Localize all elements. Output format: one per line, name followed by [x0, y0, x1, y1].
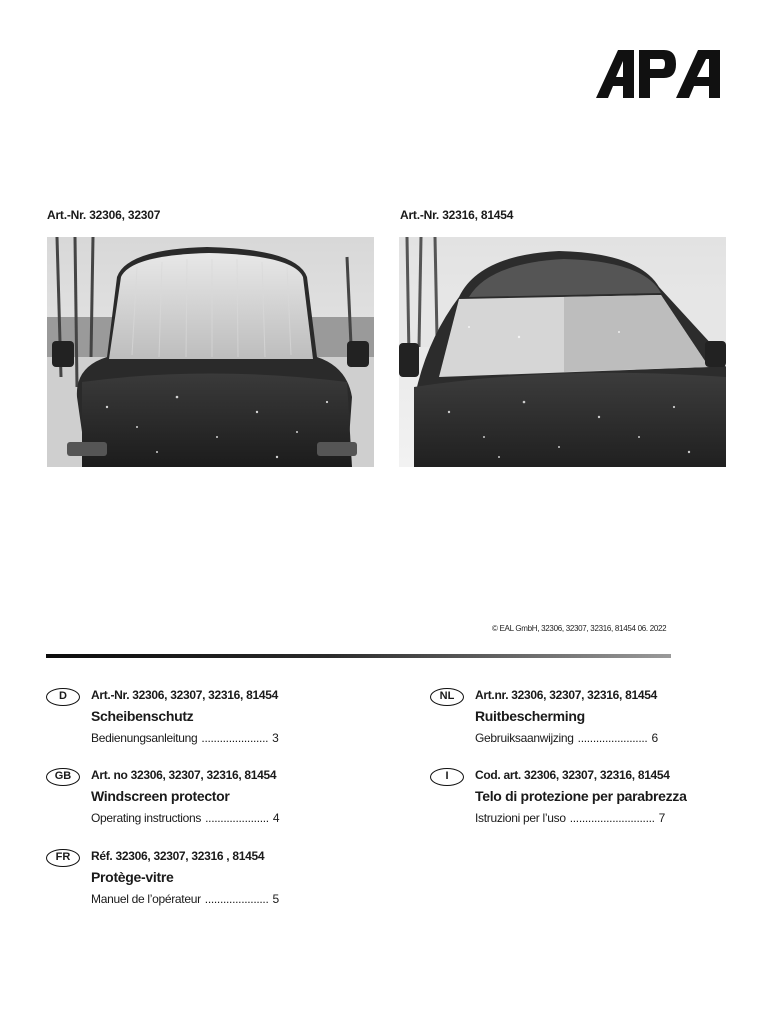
entry-title: Telo di protezione per parabrezza — [475, 788, 687, 804]
product-photo-left — [47, 237, 374, 467]
article-header-right: Art.-Nr. 32316, 81454 — [400, 208, 514, 222]
leader-dots: ..................... — [204, 892, 269, 906]
language-badge: I — [430, 768, 464, 786]
page-number: 7 — [658, 811, 666, 825]
language-badge: D — [46, 688, 80, 706]
manual-label: Operating instructions — [91, 811, 202, 825]
language-entry-de[interactable] — [46, 688, 346, 748]
apa-logo — [596, 50, 720, 98]
entry-manual-line — [475, 731, 662, 745]
leader-dots: ..................... — [205, 811, 269, 825]
language-entry-it[interactable] — [430, 768, 750, 828]
page-number: 3 — [272, 731, 279, 745]
entry-manual-line — [475, 811, 669, 825]
entry-article-numbers: Art. no 32306, 32307, 32316, 81454 — [91, 768, 277, 782]
manual-label: Istruzioni per l’uso — [475, 811, 566, 825]
page-number: 4 — [272, 811, 280, 825]
language-entry-nl[interactable] — [430, 688, 730, 748]
leader-dots: ............................ — [569, 811, 655, 825]
language-badge: NL — [430, 688, 464, 706]
manual-label: Bedienungsanleitung — [91, 731, 198, 745]
entry-article-numbers: Réf. 32306, 32307, 32316 , 81454 — [91, 849, 265, 863]
entry-article-numbers: Art.-Nr. 32306, 32307, 32316, 81454 — [91, 688, 278, 702]
entry-title: Scheibenschutz — [91, 708, 194, 724]
page-number: 5 — [272, 892, 279, 906]
language-entry-fr[interactable] — [46, 849, 346, 909]
entry-title: Protège-vitre — [91, 869, 174, 885]
leader-dots: ....................... — [577, 731, 648, 745]
entry-title: Ruitbescherming — [475, 708, 585, 724]
language-entry-gb[interactable] — [46, 768, 346, 828]
language-badge: FR — [46, 849, 80, 867]
page-number: 6 — [651, 731, 658, 745]
entry-article-numbers: Art.nr. 32306, 32307, 32316, 81454 — [475, 688, 657, 702]
entry-article-numbers: Cod. art. 32306, 32307, 32316, 81454 — [475, 768, 670, 782]
language-badge: GB — [46, 768, 80, 786]
divider-rule — [46, 654, 671, 658]
copyright-line: © EAL GmbH, 32306, 32307, 32316, 81454 06. 2022 — [492, 624, 667, 633]
entry-manual-line — [91, 731, 283, 745]
entry-title: Windscreen protector — [91, 788, 230, 804]
entry-manual-line — [91, 892, 283, 906]
product-photo-right — [399, 237, 726, 467]
entry-manual-line — [91, 811, 283, 825]
manual-label: Gebruiksaanwijzing — [475, 731, 574, 745]
article-header-left: Art.-Nr. 32306, 32307 — [47, 208, 161, 222]
leader-dots: ...................... — [201, 731, 269, 745]
manual-label: Manuel de l’opérateur — [91, 892, 201, 906]
